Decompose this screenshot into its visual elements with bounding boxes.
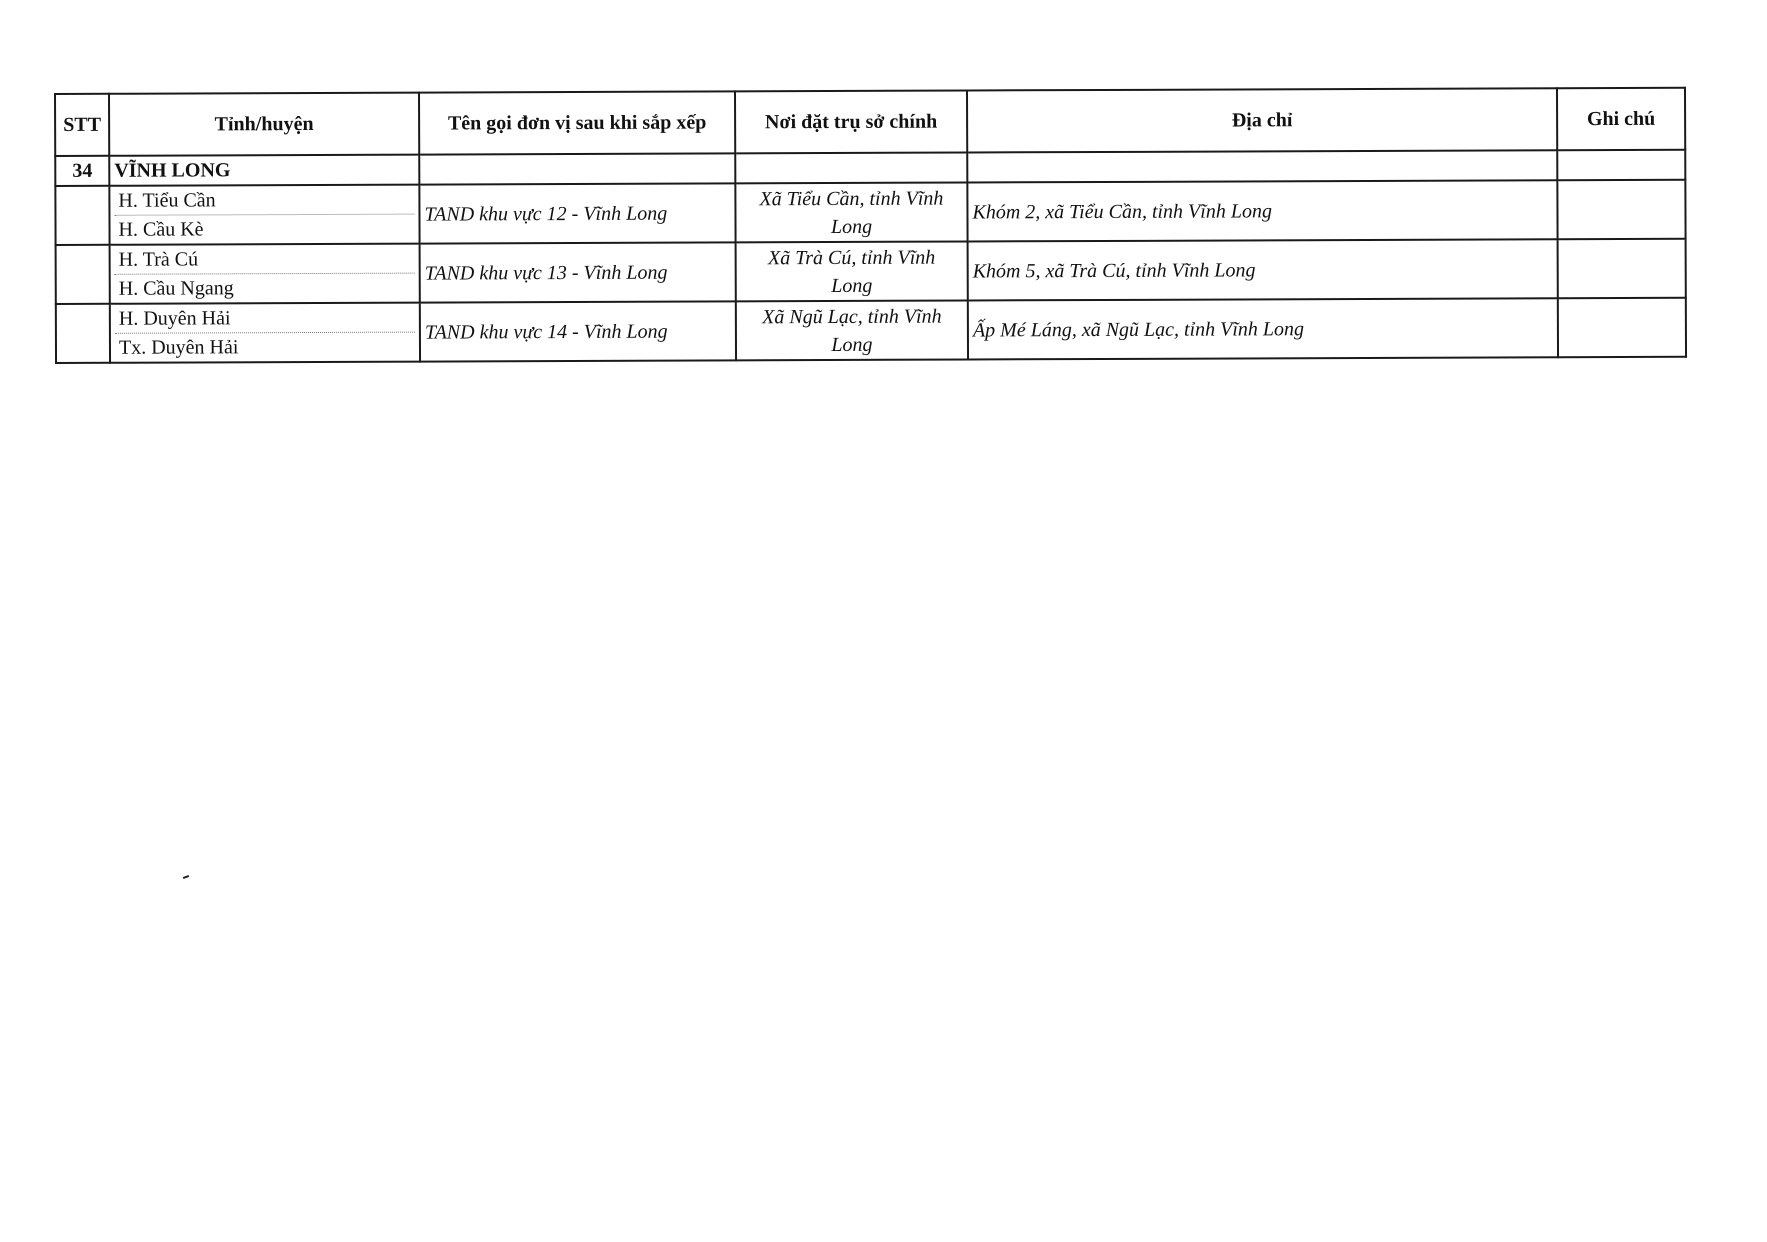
section-empty-cell (735, 152, 967, 183)
head-office-line: Long (830, 215, 873, 238)
section-province: VĨNH LONG (109, 155, 419, 186)
row-stt-cell (55, 186, 109, 245)
table-row (56, 298, 1686, 363)
district-name: H. Cầu Ngang (118, 277, 234, 300)
district-name: H. Cầu Kè (118, 218, 204, 241)
section-stt: 34 (55, 156, 109, 186)
head-office-cell (736, 300, 968, 360)
section-empty-cell (1557, 150, 1685, 180)
note-cell (1558, 298, 1686, 357)
head-office-cell (735, 182, 967, 242)
address-cell: Khóm 5, xã Trà Cú, tỉnh Vĩnh Long (968, 239, 1558, 300)
head-office-line: Long (831, 274, 873, 297)
row-stt-cell (56, 245, 110, 304)
section-empty-cell (419, 153, 735, 184)
district-cell (109, 185, 419, 245)
section-empty-cell (967, 150, 1557, 182)
district-name: H. Tiểu Cần (114, 186, 414, 216)
table-row (56, 239, 1686, 304)
district-name: H. Trà Cú (115, 245, 415, 275)
header-district: Tỉnh/huyện (109, 93, 419, 156)
table-header-row (55, 88, 1685, 156)
header-unit-name: Tên gọi đơn vị sau khi sắp xếp (419, 91, 735, 154)
address-cell: Khóm 2, xã Tiểu Cần, tỉnh Vĩnh Long (967, 180, 1557, 241)
note-cell (1558, 239, 1686, 298)
unit-name-cell: TAND khu vực 14 - Vĩnh Long (420, 301, 736, 361)
district-name: Tx. Duyên Hải (118, 336, 239, 359)
header-address: Địa chỉ (967, 88, 1557, 152)
header-stt: STT (55, 94, 109, 156)
note-cell (1557, 180, 1685, 239)
head-office-line: Long (831, 333, 873, 356)
header-note: Ghi chú (1557, 88, 1685, 150)
unit-name-cell: TAND khu vực 13 - Vĩnh Long (420, 242, 736, 302)
document-sheet (54, 87, 1685, 364)
head-office-line: Xã Trà Cú, tỉnh Vĩnh (767, 246, 936, 269)
head-office-line: Xã Ngũ Lạc, tỉnh Vĩnh (762, 305, 942, 328)
row-stt-cell (56, 304, 110, 363)
scan-speck (183, 875, 189, 879)
unit-name-cell: TAND khu vực 12 - Vĩnh Long (419, 183, 735, 243)
table-row (55, 180, 1685, 245)
address-cell: Ấp Mé Láng, xã Ngũ Lạc, tỉnh Vĩnh Long (968, 298, 1558, 359)
district-name: H. Duyên Hải (115, 304, 415, 334)
district-cell (110, 244, 420, 304)
head-office-cell (736, 241, 968, 301)
header-head-office: Nơi đặt trụ sở chính (735, 90, 967, 153)
head-office-line: Xã Tiểu Cần, tỉnh Vĩnh (759, 187, 944, 210)
court-units-table (54, 87, 1687, 364)
district-cell (110, 303, 420, 363)
